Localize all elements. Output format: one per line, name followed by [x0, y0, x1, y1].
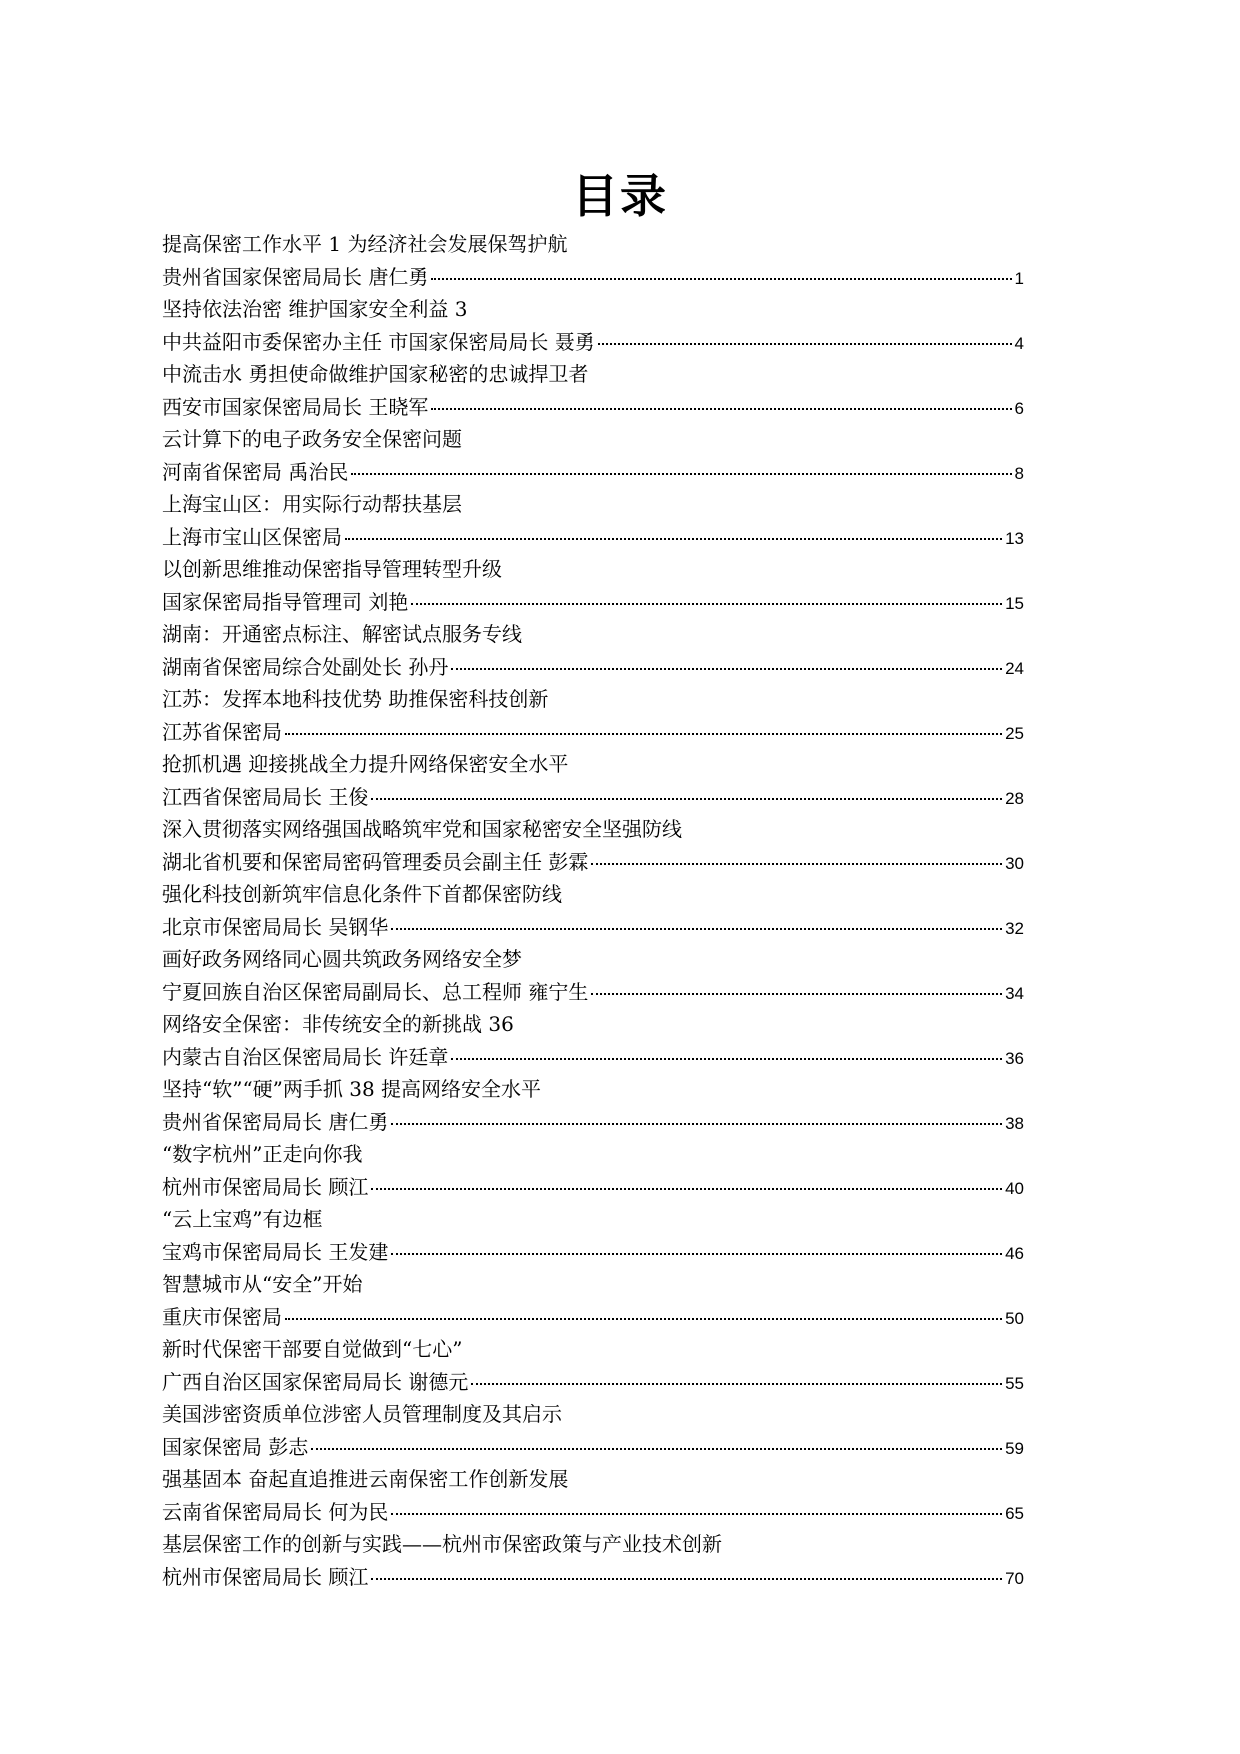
author: 广西自治区国家保密局局长 谢德元 [162, 1369, 469, 1394]
author: 江西省保密局局长 王俊 [162, 784, 369, 809]
author-line[interactable] [162, 911, 1024, 944]
page-number: 1 [1014, 268, 1024, 288]
toc-entry [162, 1398, 1024, 1463]
page-number: 46 [1005, 1243, 1024, 1263]
article-title: 智慧城市从“安全”开始 [162, 1272, 363, 1296]
toc-entry [162, 813, 1024, 878]
author: 国家保密局 彭志 [162, 1434, 309, 1459]
dot-leader [311, 1446, 1002, 1450]
dot-leader [591, 861, 1002, 865]
toc-entry [162, 553, 1024, 618]
toc-entry [162, 1138, 1024, 1203]
author: 杭州市保密局局长 顾江 [162, 1174, 369, 1199]
author: 宝鸡市保密局局长 王发建 [162, 1239, 389, 1264]
toc-entry [162, 683, 1024, 748]
author-line[interactable] [162, 586, 1024, 619]
author-line[interactable] [162, 1366, 1024, 1399]
toc-entry [162, 1008, 1024, 1073]
author-line[interactable] [162, 781, 1024, 814]
page-number: 8 [1014, 463, 1024, 483]
dot-leader [431, 276, 1011, 280]
author-line[interactable] [162, 326, 1024, 359]
page-number: 36 [1005, 1048, 1024, 1068]
article-title: 上海宝山区：用实际行动帮扶基层 [162, 492, 462, 516]
author: 西安市国家保密局局长 王晓军 [162, 394, 429, 419]
author: 上海市宝山区保密局 [162, 524, 342, 549]
author-line[interactable] [162, 456, 1024, 489]
dot-leader [451, 666, 1002, 670]
toc-entry [162, 618, 1024, 683]
article-title: 基层保密工作的创新与实践——杭州市保密政策与产业技术创新 [162, 1532, 722, 1556]
article-title: 美国涉密资质单位涉密人员管理制度及其启示 [162, 1402, 562, 1426]
author-line[interactable] [162, 1236, 1024, 1269]
author-line[interactable] [162, 1041, 1024, 1074]
toc-entry [162, 1528, 1024, 1593]
toc-entry [162, 943, 1024, 1008]
author-line[interactable] [162, 391, 1024, 424]
article-title: 强化科技创新筑牢信息化条件下首都保密防线 [162, 882, 562, 906]
page-number: 55 [1005, 1373, 1024, 1393]
dot-leader [351, 471, 1011, 475]
author: 河南省保密局 禹治民 [162, 459, 349, 484]
page-number: 30 [1005, 853, 1024, 873]
page-number: 6 [1014, 398, 1024, 418]
author-line[interactable] [162, 976, 1024, 1009]
toc-entry [162, 1333, 1024, 1398]
toc-entry [162, 228, 1024, 293]
dot-leader [371, 1186, 1002, 1190]
article-title: 以创新思维推动保密指导管理转型升级 [162, 557, 502, 581]
author: 江苏省保密局 [162, 719, 282, 744]
page-number: 34 [1005, 983, 1024, 1003]
dot-leader [411, 601, 1002, 605]
page-number: 40 [1005, 1178, 1024, 1198]
toc-entry [162, 748, 1024, 813]
author-line[interactable] [162, 846, 1024, 879]
author-line[interactable] [162, 716, 1024, 749]
page-number: 59 [1005, 1438, 1024, 1458]
page-number: 38 [1005, 1113, 1024, 1133]
page-number: 4 [1014, 333, 1024, 353]
dot-leader [598, 341, 1012, 345]
dot-leader [345, 536, 1002, 540]
dot-leader [371, 1576, 1002, 1580]
author-line[interactable] [162, 1496, 1024, 1529]
article-title: “云上宝鸡”有边框 [162, 1207, 323, 1231]
page-number: 24 [1005, 658, 1024, 678]
article-title: 中流击水 勇担使命做维护国家秘密的忠诚捍卫者 [162, 362, 589, 386]
author-line[interactable] [162, 261, 1024, 294]
article-title: 画好政务网络同心圆共筑政务网络安全梦 [162, 947, 522, 971]
author: 杭州市保密局局长 顾江 [162, 1564, 369, 1589]
page-number: 65 [1005, 1503, 1024, 1523]
author: 内蒙古自治区保密局局长 许廷章 [162, 1044, 449, 1069]
article-title: 抢抓机遇 迎接挑战全力提升网络保密安全水平 [162, 752, 569, 776]
dot-leader [391, 1121, 1002, 1125]
article-title: 深入贯彻落实网络强国战略筑牢党和国家秘密安全坚强防线 [162, 817, 682, 841]
dot-leader [391, 1251, 1002, 1255]
article-title: 湖南：开通密点标注、解密试点服务专线 [162, 622, 522, 646]
article-title: 云计算下的电子政务安全保密问题 [162, 427, 462, 451]
author: 贵州省保密局局长 唐仁勇 [162, 1109, 389, 1134]
dot-leader [285, 1316, 1002, 1320]
article-title: 提高保密工作水平 1 为经济社会发展保驾护航 [162, 232, 568, 256]
page-number: 28 [1005, 788, 1024, 808]
author-line[interactable] [162, 651, 1024, 684]
author: 贵州省国家保密局局长 唐仁勇 [162, 264, 429, 289]
table-of-contents [162, 228, 1024, 1593]
page-number: 13 [1005, 528, 1024, 548]
dot-leader [591, 991, 1002, 995]
page-title: 目录 [572, 169, 668, 223]
article-title: 网络安全保密：非传统安全的新挑战 36 [162, 1012, 514, 1036]
dot-leader [371, 796, 1002, 800]
page-number: 32 [1005, 918, 1024, 938]
page-number: 15 [1005, 593, 1024, 613]
page-number: 50 [1005, 1308, 1024, 1328]
author-line[interactable] [162, 1431, 1024, 1464]
dot-leader [431, 406, 1011, 410]
toc-entry [162, 1073, 1024, 1138]
article-title: “数字杭州”正走向你我 [162, 1142, 363, 1166]
toc-entry [162, 1463, 1024, 1528]
author: 北京市保密局局长 吴钢华 [162, 914, 389, 939]
toc-entry [162, 293, 1024, 358]
author-line[interactable] [162, 1561, 1024, 1594]
article-title: 江苏：发挥本地科技优势 助推保密科技创新 [162, 687, 549, 711]
dot-leader [451, 1056, 1002, 1060]
toc-entry [162, 878, 1024, 943]
author: 重庆市保密局 [162, 1304, 282, 1329]
toc-entry [162, 423, 1024, 488]
article-title: 强基固本 奋起直追推进云南保密工作创新发展 [162, 1467, 569, 1491]
article-title: 新时代保密干部要自觉做到“七心” [162, 1337, 463, 1361]
toc-entry [162, 358, 1024, 423]
author: 宁夏回族自治区保密局副局长、总工程师 雍宁生 [162, 979, 589, 1004]
author-line[interactable] [162, 1301, 1024, 1334]
toc-entry [162, 1268, 1024, 1333]
author: 国家保密局指导管理司 刘艳 [162, 589, 409, 614]
author: 中共益阳市委保密办主任 市国家保密局局长 聂勇 [162, 329, 595, 354]
page-number: 70 [1005, 1568, 1024, 1588]
author: 湖北省机要和保密局密码管理委员会副主任 彭霖 [162, 849, 589, 874]
toc-entry [162, 1203, 1024, 1268]
author-line[interactable] [162, 521, 1024, 554]
author-line[interactable] [162, 1106, 1024, 1139]
toc-entry [162, 488, 1024, 553]
author: 云南省保密局局长 何为民 [162, 1499, 389, 1524]
dot-leader [285, 731, 1002, 735]
dot-leader [391, 926, 1002, 930]
dot-leader [391, 1511, 1002, 1515]
page-number: 25 [1005, 723, 1024, 743]
article-title: 坚持“软”“硬”两手抓 38 提高网络安全水平 [162, 1077, 542, 1101]
author-line[interactable] [162, 1171, 1024, 1204]
article-title: 坚持依法治密 维护国家安全利益 3 [162, 297, 468, 321]
author: 湖南省保密局综合处副处长 孙丹 [162, 654, 449, 679]
dot-leader [471, 1381, 1002, 1385]
